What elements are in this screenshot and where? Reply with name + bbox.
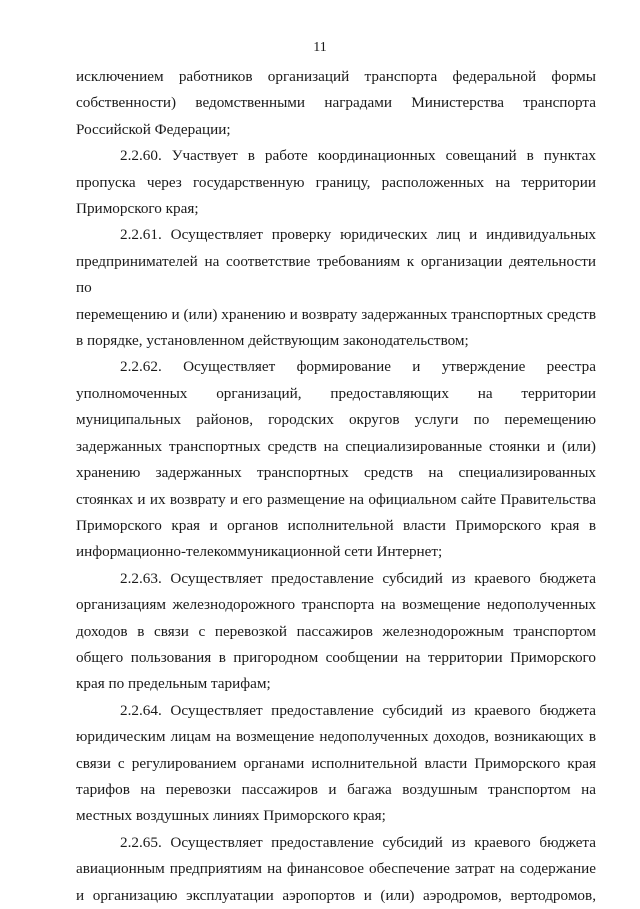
text-line: собственности) ведомственными наградами Министерства транспорта — [76, 94, 596, 112]
clause-2-2-62-heading-line: 2.2.62. Осуществляет формирование и утверждение реестра — [120, 358, 596, 376]
document-body — [76, 64, 596, 909]
text-line: в порядке, установленном действующим законодательством; — [76, 332, 469, 350]
text-line: края по предельным тарифам; — [76, 675, 271, 693]
text-line: тарифов на перевозки пассажиров и багажа воздушным транспортом на — [76, 780, 596, 798]
text-line: муниципальных районов, городских округов услуги по перемещению — [76, 411, 596, 429]
text-line: перемещению и (или) хранению и возврату задержанных транспортных средств — [76, 305, 596, 323]
text-line: Российской Федерации; — [76, 120, 231, 138]
text-line: местных воздушных линиях Приморского края; — [76, 807, 386, 825]
text-line: стоянках и их возврату и его размещение на официальном сайте Правительства — [76, 490, 596, 508]
page-number: 11 — [313, 40, 327, 55]
text-line: юридическим лицам на возмещение недополученных доходов, возникающих в — [76, 728, 596, 746]
text-line: и организацию эксплуатации аэропортов и (или) аэродромов, вертодромов, — [76, 886, 596, 904]
text-line: предпринимателей на соответствие требованиям к организации деятельности по — [76, 252, 596, 297]
text-line: авиационным предприятиям на финансовое обеспечение затрат на содержание — [76, 860, 596, 878]
text-line: хранению задержанных транспортных средств на специализированных — [76, 464, 596, 482]
text-line: Приморского края и органов исполнительной власти Приморского края в — [76, 516, 596, 534]
clause-2-2-64-heading-line: 2.2.64. Осуществляет предоставление субсидий из краевого бюджета — [120, 701, 596, 719]
clause-2-2-65-heading-line: 2.2.65. Осуществляет предоставление субсидий из краевого бюджета — [120, 833, 596, 851]
clause-2-2-61-heading-line: 2.2.61. Осуществляет проверку юридических лиц и индивидуальных — [120, 226, 596, 244]
text-line: информационно-телекоммуникационной сети Интернет; — [76, 543, 443, 561]
text-line: общего пользования в пригородном сообщении на территории Приморского — [76, 648, 596, 666]
clause-2-2-60-heading-line: 2.2.60. Участвует в работе координационных совещаний в пунктах — [120, 147, 596, 165]
text-line: организациям железнодорожного транспорта на возмещение недополученных — [76, 596, 596, 614]
text-line: уполномоченных организаций, предоставляющих на территории — [76, 384, 596, 402]
text-line: задержанных транспортных средств на специализированные стоянки и (или) — [76, 437, 596, 455]
clause-2-2-63-heading-line: 2.2.63. Осуществляет предоставление субсидий из краевого бюджета — [120, 569, 596, 587]
text-line: пропуска через государственную границу, расположенных на территории — [76, 173, 596, 191]
text-line: исключением работников организаций транспорта федеральной формы — [76, 68, 596, 85]
text-line: доходов в связи с перевозкой пассажиров железнодорожным транспортом — [76, 622, 596, 640]
text-line: связи с регулированием органами исполнительной власти Приморского края — [76, 754, 596, 772]
text-line: Приморского края; — [76, 200, 199, 218]
